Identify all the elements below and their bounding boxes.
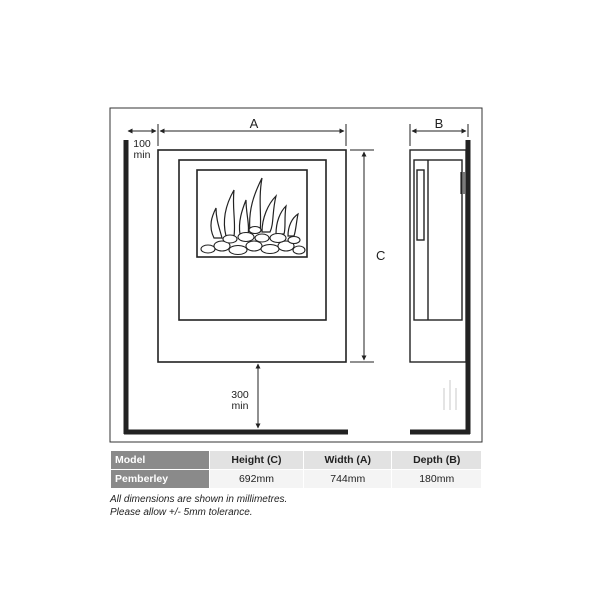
dim-c-label: C — [376, 248, 386, 263]
spec-table-header — [111, 451, 482, 470]
power-lead — [444, 380, 456, 410]
side-clearance-value: 100 — [133, 138, 151, 150]
dimension-notes — [110, 493, 287, 519]
cell-depth: 180mm — [392, 470, 482, 489]
header-depth: Depth (B) — [392, 451, 482, 470]
floor-clearance-value: 300 — [231, 389, 249, 401]
cell-width: 744mm — [304, 470, 392, 489]
dim-b-label: B — [434, 116, 444, 131]
spec-table — [110, 450, 482, 489]
floor-clearance-unit: min — [231, 400, 249, 412]
note-units: All dimensions are shown in millimetres. — [110, 494, 288, 505]
side-profile — [410, 150, 466, 362]
header-width: Width (A) — [304, 451, 392, 470]
table-row — [111, 470, 482, 489]
cell-model: Pemberley — [111, 470, 210, 489]
header-model: Model — [111, 451, 210, 470]
header-height: Height (C) — [209, 451, 303, 470]
dim-a-label: A — [249, 116, 259, 131]
note-tolerance: Please allow +/- 5mm tolerance. — [110, 507, 253, 518]
side-clearance-unit: min — [133, 149, 151, 161]
cell-height: 692mm — [209, 470, 303, 489]
